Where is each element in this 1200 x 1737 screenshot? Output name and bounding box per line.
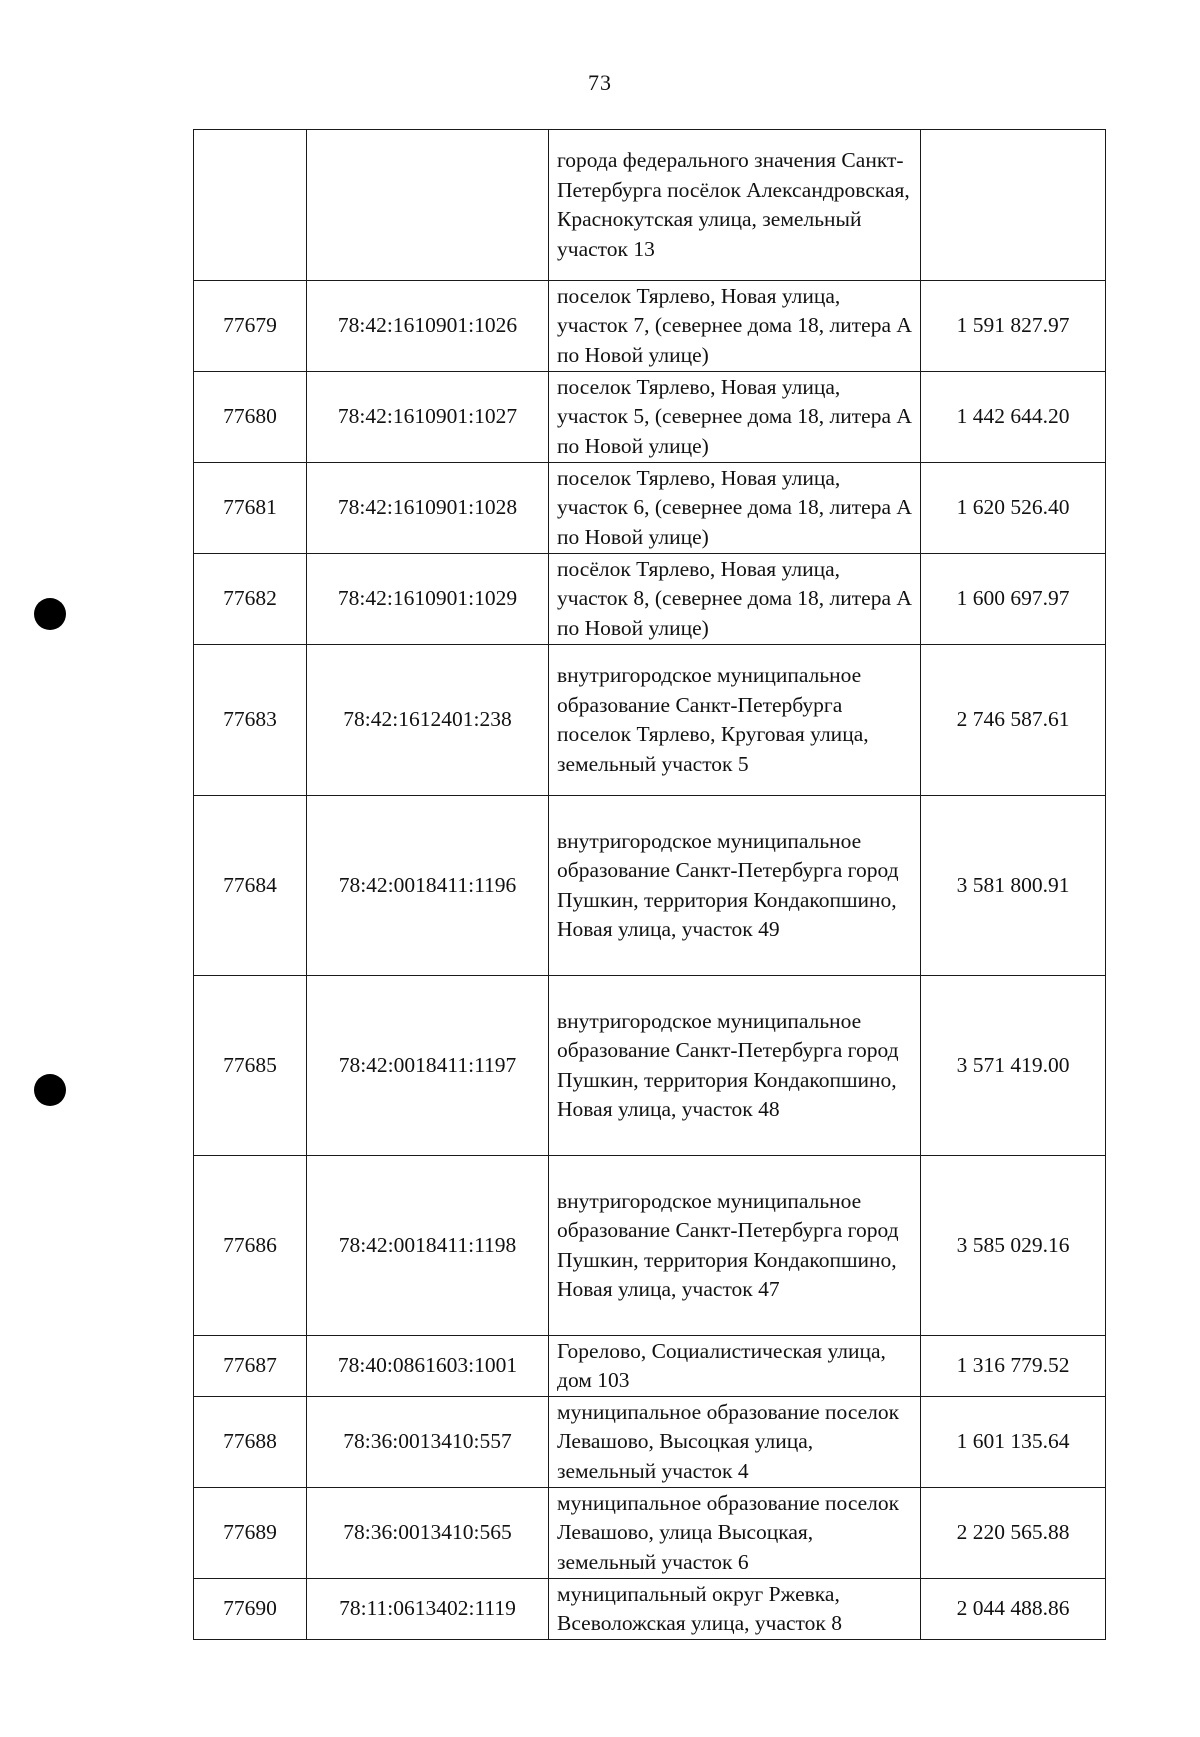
address-cell: муниципальное образование поселок Левашово, Высоцкая улица, земельный участок 4 xyxy=(549,1397,921,1488)
cadastral-value-cell: 2 220 565.88 xyxy=(921,1488,1106,1579)
cadastral-value-cell: 3 581 800.91 xyxy=(921,796,1106,976)
cadastral-value-cell: 2 044 488.86 xyxy=(921,1579,1106,1640)
cadastral-value-table xyxy=(193,129,1106,1640)
cadastral-number-cell: 78:11:0613402:1119 xyxy=(307,1579,549,1640)
table-row xyxy=(194,645,1106,796)
table-row xyxy=(194,130,1106,281)
row-number-cell: 77682 xyxy=(194,554,307,645)
address-cell: посёлок Тярлево, Новая улица, участок 8, (севернее дома 18, литера А по Новой улице) xyxy=(549,554,921,645)
cadastral-number-cell: 78:42:0018411:1197 xyxy=(307,976,549,1156)
address-cell: муниципальный округ Ржевка, Всеволожская улица, участок 8 xyxy=(549,1579,921,1640)
cadastral-value-cell: 3 571 419.00 xyxy=(921,976,1106,1156)
address-cell: города федерального значения Санкт-Петербурга посёлок Александровская, Краснокутская улица, земельный участок 13 xyxy=(549,130,921,281)
address-cell: поселок Тярлево, Новая улица, участок 6, (севернее дома 18, литера А по Новой улице) xyxy=(549,463,921,554)
cadastral-number-cell: 78:36:0013410:565 xyxy=(307,1488,549,1579)
cadastral-number-cell: 78:42:1610901:1027 xyxy=(307,372,549,463)
table-row xyxy=(194,281,1106,372)
table-row xyxy=(194,1579,1106,1640)
cadastral-value-cell: 2 746 587.61 xyxy=(921,645,1106,796)
address-cell: Горелово, Социалистическая улица, дом 103 xyxy=(549,1336,921,1397)
cadastral-value-cell: 3 585 029.16 xyxy=(921,1156,1106,1336)
table-row xyxy=(194,463,1106,554)
row-number-cell: 77679 xyxy=(194,281,307,372)
row-number-cell: 77690 xyxy=(194,1579,307,1640)
address-cell: внутригородское муниципальное образование Санкт-Петербурга поселок Тярлево, Круговая улица, земельный участок 5 xyxy=(549,645,921,796)
row-number-cell: 77685 xyxy=(194,976,307,1156)
cadastral-value-cell: 1 316 779.52 xyxy=(921,1336,1106,1397)
punch-hole xyxy=(34,598,66,630)
cadastral-number-cell: 78:42:1610901:1028 xyxy=(307,463,549,554)
cadastral-number-cell: 78:42:1610901:1029 xyxy=(307,554,549,645)
row-number-cell: 77689 xyxy=(194,1488,307,1579)
address-cell: поселок Тярлево, Новая улица, участок 7, (севернее дома 18, литера А по Новой улице) xyxy=(549,281,921,372)
cadastral-number-cell: 78:42:0018411:1196 xyxy=(307,796,549,976)
cadastral-number-cell xyxy=(307,130,549,281)
table-row xyxy=(194,796,1106,976)
table-row xyxy=(194,976,1106,1156)
table-row xyxy=(194,1156,1106,1336)
address-cell: муниципальное образование поселок Левашово, улица Высоцкая, земельный участок 6 xyxy=(549,1488,921,1579)
cadastral-number-cell: 78:42:1610901:1026 xyxy=(307,281,549,372)
cadastral-value-cell: 1 591 827.97 xyxy=(921,281,1106,372)
row-number-cell: 77687 xyxy=(194,1336,307,1397)
table-row xyxy=(194,554,1106,645)
address-cell: внутригородское муниципальное образование Санкт-Петербурга город Пушкин, территория Кондакопшино, Новая улица, участок 47 xyxy=(549,1156,921,1336)
table-row xyxy=(194,372,1106,463)
row-number-cell: 77683 xyxy=(194,645,307,796)
cadastral-value-cell xyxy=(921,130,1106,281)
row-number-cell: 77686 xyxy=(194,1156,307,1336)
cadastral-number-cell: 78:42:0018411:1198 xyxy=(307,1156,549,1336)
row-number-cell: 77680 xyxy=(194,372,307,463)
row-number-cell xyxy=(194,130,307,281)
cadastral-number-cell: 78:42:1612401:238 xyxy=(307,645,549,796)
punch-hole xyxy=(34,1074,66,1106)
cadastral-number-cell: 78:36:0013410:557 xyxy=(307,1397,549,1488)
page-number: 73 xyxy=(588,70,612,95)
cadastral-number-cell: 78:40:0861603:1001 xyxy=(307,1336,549,1397)
row-number-cell: 77681 xyxy=(194,463,307,554)
cadastral-value-cell: 1 601 135.64 xyxy=(921,1397,1106,1488)
table-row xyxy=(194,1488,1106,1579)
cadastral-value-cell: 1 600 697.97 xyxy=(921,554,1106,645)
address-cell: внутригородское муниципальное образование Санкт-Петербурга город Пушкин, территория Кондакопшино, Новая улица, участок 48 xyxy=(549,976,921,1156)
address-cell: поселок Тярлево, Новая улица, участок 5, (севернее дома 18, литера А по Новой улице) xyxy=(549,372,921,463)
address-cell: внутригородское муниципальное образование Санкт-Петербурга город Пушкин, территория Кондакопшино, Новая улица, участок 49 xyxy=(549,796,921,976)
cadastral-value-cell: 1 442 644.20 xyxy=(921,372,1106,463)
row-number-cell: 77688 xyxy=(194,1397,307,1488)
cadastral-value-cell: 1 620 526.40 xyxy=(921,463,1106,554)
row-number-cell: 77684 xyxy=(194,796,307,976)
table-row xyxy=(194,1336,1106,1397)
table-row xyxy=(194,1397,1106,1488)
